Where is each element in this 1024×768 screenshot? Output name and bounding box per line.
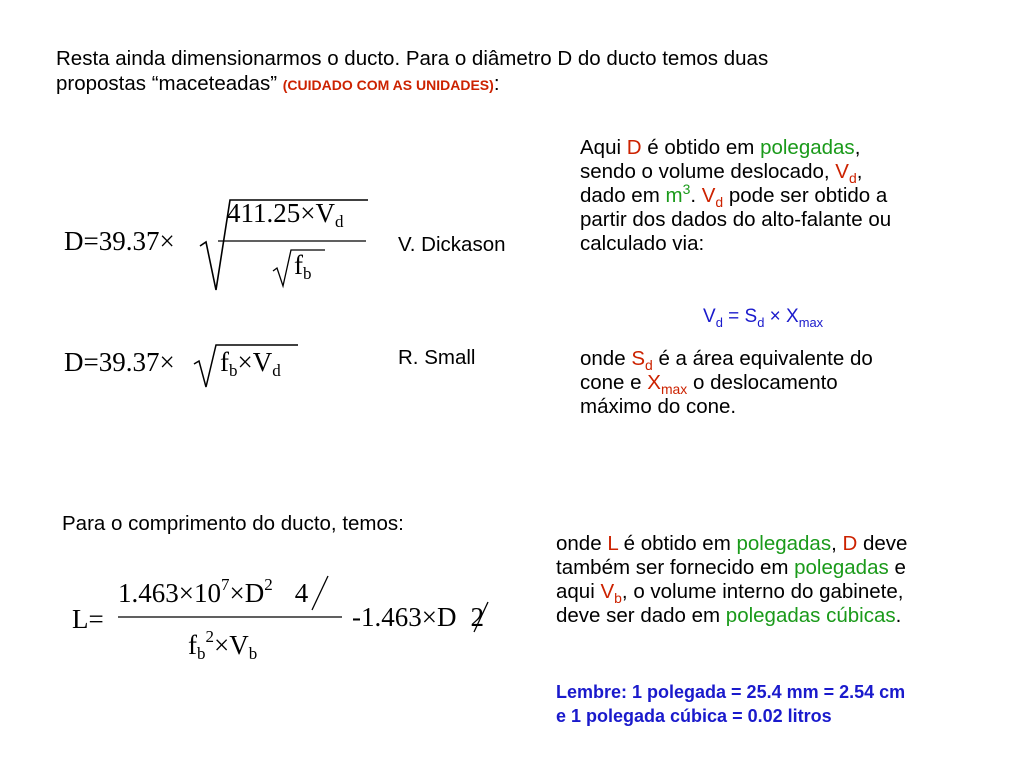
dickason-denominator-sub: b <box>303 264 312 283</box>
small-radicand-f: f <box>220 347 229 377</box>
intro-line-1: Resta ainda dimensionarmos o ducto. Para o diâmetro D do ducto temos duas <box>56 47 769 70</box>
l-note-t2: é obtido em <box>617 532 737 555</box>
length-num-c: 4 <box>294 578 309 608</box>
d-note-t3: , <box>854 136 861 159</box>
dickason-numerator-sub: d <box>334 212 344 231</box>
length-num-exp: 7 <box>220 575 230 594</box>
length-denominator <box>188 627 258 663</box>
l-note-line-3 <box>556 580 1016 607</box>
length-den-v-sub: b <box>248 644 258 663</box>
onde-line-2 <box>580 371 1010 398</box>
formula-small <box>60 335 320 395</box>
d-note-t8: pode ser obtido a <box>723 184 888 207</box>
dickason-lhs: D=39.37× <box>64 226 175 256</box>
intro-colon: : <box>493 71 500 95</box>
d-note-Vd-letter: V <box>835 160 849 183</box>
l-note-pol1: polegadas <box>736 532 832 555</box>
intro-paragraph <box>56 47 996 97</box>
d-note-t6: dado em <box>580 184 666 207</box>
l-note-line-1 <box>556 532 1016 556</box>
dickason-numerator <box>227 198 343 229</box>
l-note-L: L <box>607 532 618 555</box>
l-note-D: D <box>842 532 858 555</box>
length-num-exp2: 2 <box>264 575 273 594</box>
l-note-Vb <box>600 580 622 607</box>
d-note-D: D <box>626 136 642 159</box>
vd-X-sub: max <box>798 314 824 330</box>
l-note-pol3: polegadas cúbicas <box>725 604 896 627</box>
vd-S-sub: d <box>757 314 765 330</box>
reminder-line-1: Lembre: 1 polegada = 25.4 mm = 2.54 cm <box>556 682 906 702</box>
l-note-pol2: polegadas <box>794 556 889 579</box>
onde-Xmax <box>647 371 688 398</box>
d-note-Vd2-letter: V <box>701 184 716 207</box>
author-dickason: V. Dickason <box>398 233 506 256</box>
d-note-t2: é obtido em <box>641 136 761 159</box>
length-rhs <box>352 602 484 633</box>
onde-Sd <box>631 347 653 374</box>
onde-Sd-sub: d <box>645 357 653 374</box>
d-note-Vd2 <box>701 184 724 211</box>
l-note-t10: . <box>895 604 902 627</box>
l-note-t6: e <box>888 556 906 579</box>
d-note-t7: . <box>690 184 702 207</box>
d-note-Vd2-sub: d <box>715 194 724 211</box>
vd-V-sub: d <box>715 314 723 330</box>
l-note-line-4 <box>556 604 1016 628</box>
d-note-t5: , <box>856 160 863 183</box>
onde-t2: é a área equivalente do <box>652 347 873 370</box>
vd-times: × X <box>764 306 799 327</box>
intro-line-2 <box>56 72 996 98</box>
d-note-line-4: partir dos dados do alto-falante ou <box>580 208 892 231</box>
l-note-Vb-letter: V <box>600 580 615 603</box>
small-radicand-f-sub: b <box>229 361 238 380</box>
d-note-line-1 <box>580 136 1010 160</box>
formula-length <box>66 570 536 670</box>
dickason-numerator-text: 411.25×V <box>227 198 335 228</box>
d-note-polegadas: polegadas <box>760 136 855 159</box>
l-note-t7: aqui <box>556 580 601 603</box>
d-note-line-2 <box>580 160 1010 187</box>
intro-line-2-text: propostas “maceteadas” <box>56 71 278 95</box>
length-lhs: L= <box>72 604 104 634</box>
d-note-m3 <box>665 181 691 207</box>
length-num-a: 1.463×10 <box>118 578 221 608</box>
length-units-note <box>556 532 1016 628</box>
small-radicand-v-sub: d <box>272 361 281 380</box>
onde-t1: onde <box>580 347 632 370</box>
l-note-t3: , <box>831 532 843 555</box>
vd-eq: = S <box>722 306 758 327</box>
small-lhs: D=39.37× <box>64 347 175 377</box>
unit-reminder <box>556 680 1016 728</box>
l-note-Vb-sub: b <box>614 590 622 607</box>
length-den-f-sub: b <box>197 644 206 663</box>
length-heading: Para o comprimento do ducto, temos: <box>62 512 404 535</box>
small-radicand <box>220 347 281 378</box>
onde-t3: cone e <box>580 371 648 394</box>
length-den-f-sup: 2 <box>205 627 214 646</box>
l-note-line-2 <box>556 556 1016 580</box>
length-rhs-c: 2 <box>470 602 484 632</box>
d-note-t4: sendo o volume deslocado, <box>580 160 836 183</box>
sd-xmax-note <box>580 347 1010 419</box>
length-den-f: f <box>188 630 197 660</box>
l-note-t1: onde <box>556 532 608 555</box>
d-note-line-3 <box>580 181 1010 211</box>
length-den-v: ×V <box>214 630 249 660</box>
vd-V: V <box>703 306 716 327</box>
units-warning: (CUIDADO COM AS UNIDADES) <box>282 76 494 93</box>
onde-t4: o deslocamento <box>687 371 838 394</box>
d-note-m3-sup: 3 <box>682 181 691 198</box>
dickason-denominator <box>294 250 312 281</box>
d-units-note <box>580 136 1010 256</box>
reminder-line-2: e 1 polegada cúbica = 0.02 litros <box>556 706 832 726</box>
onde-Xmax-sub: max <box>660 381 688 398</box>
vd-formula <box>703 305 823 329</box>
length-rhs-text: -1.463×D <box>352 602 457 632</box>
d-note-m3-letter: m <box>665 184 683 207</box>
d-note-line-5: calculado via: <box>580 232 705 255</box>
l-note-t9: deve ser dado em <box>556 604 726 627</box>
dickason-denominator-text: f <box>294 250 303 280</box>
formula-dickason <box>60 190 380 300</box>
l-note-t4: deve <box>857 532 908 555</box>
onde-line-1 <box>580 347 1010 374</box>
l-note-t5: também ser fornecido em <box>556 556 795 579</box>
onde-line-3: máximo do cone. <box>580 395 737 418</box>
d-note-Vd-sub: d <box>848 170 857 187</box>
author-small: R. Small <box>398 346 476 369</box>
l-note-t8: , o volume interno do gabinete, <box>621 580 904 603</box>
d-note-t1: Aqui <box>580 136 627 159</box>
length-num-b: ×D <box>229 578 265 608</box>
onde-Xmax-letter: X <box>647 371 661 394</box>
onde-Sd-letter: S <box>631 347 645 370</box>
small-radicand-v: ×V <box>237 347 273 377</box>
d-note-Vd <box>835 160 857 187</box>
